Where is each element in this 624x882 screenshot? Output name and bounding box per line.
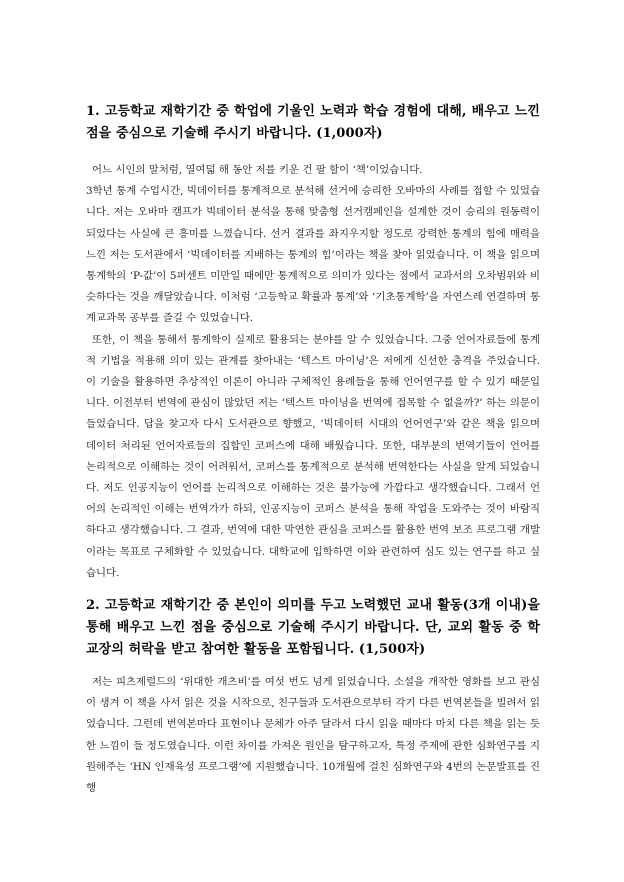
- q1-paragraph-1: 어느 시인의 말처럼, 열여덟 해 동안 저를 키운 건 팔 할이 ‘책’이었습니다.: [92, 164, 423, 176]
- q1-paragraph-3: 또한, 이 책을 통해서 통계학이 실제로 활용되는 분야를 알 수 있었습니다. 그중 언어자료들에 통계적 기법을 적용해 의미 있는 관계를 찾아내는 ‘텍스트 마이닝’은 저에게 신선한 충격을 주었습니다. 이 기술을 활용하면 추상적인 이론이 아니라 구체적인 용례들을 통해 언어연구를 할 수 있기 때문입니다. 이전부터 번역에 관심이 많았던 저는 ‘텍스트 마이닝을 번역에 접목할 수 없을까?’ 하는 의문이 들었습니다. 답을 찾고자 다시 도서관으로 향했고, ‘빅데이터 시대의 언어연구’와 같은 책을 읽으며 데이터 처리된 언어자료들의 집합인 코퍼스에 대해 배웠습니다. 또한, 대부분의 번역기들이 언어를 논리적으로 이해하는 것이 어려워서, 코퍼스를 통계적으로 분석해 번역한다는 사실을 알게 되었습니다. 저도 인공지능이 언어를 논리적으로 이해하는 것은 불가능에 가깝다고 생각했습니다. 그래서 언어의 논리적인 이해는 번역가가 하되, 인공지능이 코퍼스 분석을 통해 작업을 도와주는 것이 바람직하다고 생각했습니다. 그 결과, 번역에 대한 막연한 관심을 코퍼스를 활용한 번역 보조 프로그램 개발이라는 목표로 구체화할 수 있었습니다. 대학교에 입학하면 이와 관련하여 심도 있는 연구를 하고 싶습니다.: [86, 333, 540, 579]
- question-1-heading: 1. 고등학교 재학기간 중 학업에 기울인 노력과 학습 경험에 대해, 배우고 느낀 점을 중심으로 기술해 주시기 바랍니다. (1,000자): [86, 104, 540, 141]
- q2-paragraph-1: 저는 피츠제럴드의 ‘위대한 개츠비’를 여섯 번도 넘게 읽었습니다. 소설을 개작한 영화를 보고 관심이 생겨 이 책을 사서 읽은 것을 시작으로, 친구들과 도서관으로부터 각기 다른 번역본들을 빌려서 읽었습니다. 그런데 번역본마다 표현이나 문체가 아주 달라서 다시 읽을 때마다 마치 다른 책을 읽는 듯 한 느낌이 들 정도였습니다. 이런 차이를 가져온 원인을 탐구하고자, 특정 주제에 관한 심화연구를 지원해주는 ‘HN 인재육성 프로그램’에 지원했습니다. 10개월에 걸친 심화연구와 4번의 논문발표를 진행: [86, 676, 540, 795]
- q1-paragraph-2: 3학년 통계 수업시간, 빅데이터를 통계적으로 분석해 선거에 승리한 오바마의 사례를 접할 수 있었습니다. 저는 오바마 캠프가 빅데이터 분석을 통해 맞춤형 선거캠페인을 설계한 것이 승리의 원동력이 되었다는 사실에 큰 흥미를 느꼈습니다. 선거 결과를 좌지우지할 정도로 강력한 통계의 힘에 매력을 느낀 저는 도서관에서 ‘빅데이터를 지배하는 통계의 힘’이라는 책을 찾아 읽었습니다. 이 책을 읽으며 통계학의 ‘P-값’이 5퍼센트 미만일 때에만 통계적으로 의미가 있다는 점에서 교과서의 오차범위와 비슷하다는 것을 깨달았습니다. 이처럼 ‘고등학교 확률과 통계’와 ‘기초통계학’을 자연스레 연결하며 통계교과목 공부를 즐길 수 있었습니다.: [86, 185, 540, 325]
- question-2-heading: 2. 고등학교 재학기간 중 본인이 의미를 두고 노력했던 교내 활동(3개 이내)을 통해 배우고 느낀 점을 중심으로 기술해 주시기 바랍니다. 단, 교외 활동 중 학교장의 허락을 받고 참여한 활동을 포함됩니다. (1,500자): [86, 598, 540, 658]
